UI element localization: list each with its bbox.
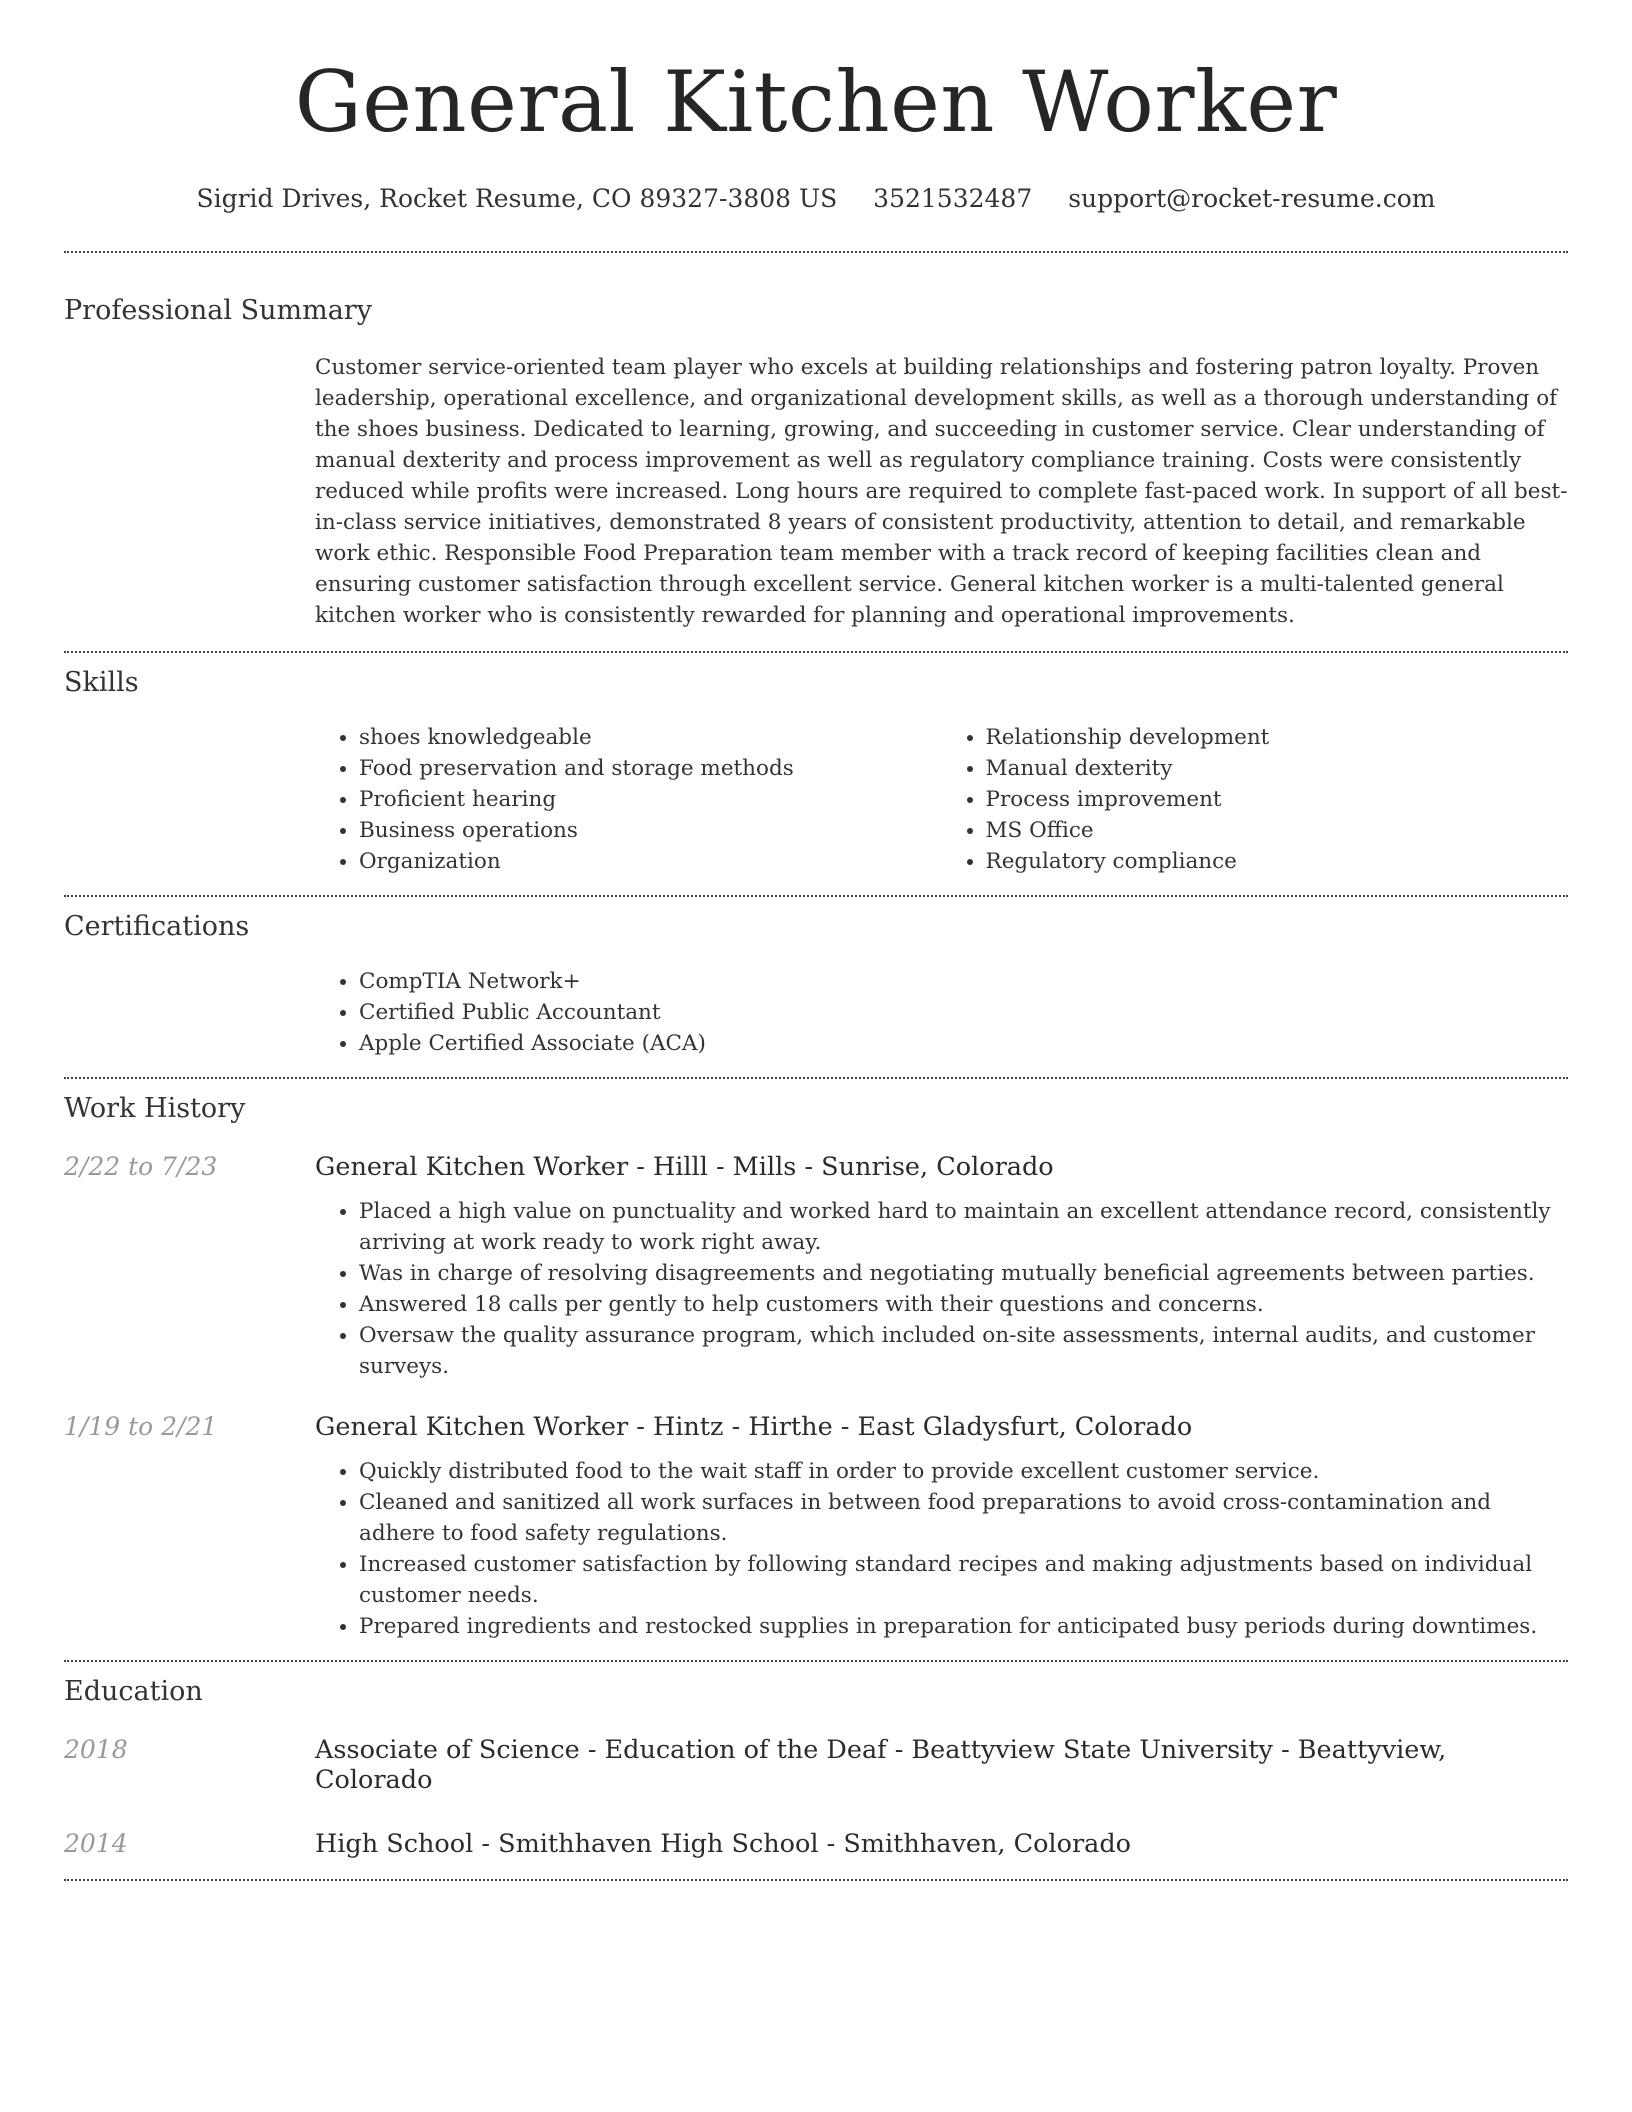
skills-section [64,667,1568,877]
job-bullets [315,1196,1568,1382]
certification-item: • Certified Public Accountant [359,997,1568,1028]
job-title: General Kitchen Worker - Hilll - Mills - Sunrise, Colorado [315,1152,1054,1182]
divider [64,1879,1568,1881]
job-bullet: • Quickly distributed food to the wait staff in order to provide excellent customer service. [359,1456,1568,1487]
divider [64,1077,1568,1079]
job-bullets-wrap [315,1456,1568,1642]
job-date: 1/19 to 2/21 [64,1412,218,1441]
skills-list-left [315,722,942,877]
divider [64,1660,1568,1662]
summary-section [64,295,1568,631]
skill-item: • Food preservation and storage methods [359,753,942,784]
job-bullets [315,1456,1568,1642]
education-title-text: High School - Smithhaven High School - Smithhaven, Colorado [315,1829,1132,1859]
skill-item: • Process improvement [986,784,1569,815]
job-bullet: • Placed a high value on punctuality and worked hard to maintain an excellent attendance record, consistently arriving at work ready to work right away. [359,1196,1568,1258]
certifications-body [315,966,1568,1059]
summary-title: Professional Summary [64,295,372,326]
skills-grid [315,722,1568,877]
education-entry [64,1735,1568,1795]
divider [64,251,1568,253]
certifications-title: Certifications [64,911,250,942]
work-title: Work History [64,1093,246,1124]
contact-line [0,184,1632,213]
skills-title: Skills [64,667,139,698]
summary-text: Customer service-oriented team player who excels at building relationships and fostering patron loyalty. Proven leadership, operational excellence, and organizational development skills, as well as a thorough understanding of the shoes business. Dedicated to learning, growing, and succeeding in customer service. Clear understanding of manual dexterity and process improvement as well as regulatory compliance training. Costs were consistently reduced while profits were increased. Long hours are required to complete fast-paced work. In support of all best-in-class service initiatives, demonstrated 8 years of consistent productivity, attention to detail, and remarkable work ethic. Responsible Food Preparation team member with a track record of keeping facilities clean and ensuring customer satisfaction through excellent service. General kitchen worker is a multi-talented general kitchen worker who is consistently rewarded for planning and operational improvements. [315,355,1568,628]
contact-phone: 3521532487 [873,184,1033,213]
education-title-text: Associate of Science - Education of the Deaf - Beattyview State University - Beattyview, Colorado [315,1735,1447,1795]
skill-item: • Organization [359,846,942,877]
job-bullets-wrap [315,1196,1568,1382]
job-bullet: • Oversaw the quality assurance program, which included on-site assessments, internal audits, and customer surveys. [359,1320,1568,1382]
job-header [64,1152,1568,1182]
job-bullet: • Increased customer satisfaction by following standard recipes and making adjustments based on individual customer needs. [359,1549,1568,1611]
certification-item: • CompTIA Network+ [359,966,1568,997]
skill-item: • Regulatory compliance [986,846,1569,877]
skill-item: • Business operations [359,815,942,846]
skill-item: • Proficient hearing [359,784,942,815]
education-date: 2014 [64,1829,128,1858]
contact-address: Sigrid Drives, Rocket Resume, CO 89327-3808 US [196,184,838,213]
divider [64,895,1568,897]
certification-item: • Apple Certified Associate (ACA) [359,1028,1568,1059]
certifications-section [64,911,1568,1059]
skill-item: • Manual dexterity [986,753,1569,784]
education-date: 2018 [64,1735,128,1764]
job-date: 2/22 to 7/23 [64,1152,218,1181]
job-entry [64,1412,1568,1642]
job-bullet: • Cleaned and sanitized all work surfaces in between food preparations to avoid cross-contamination and adhere to food safety regulations. [359,1487,1568,1549]
education-section [64,1676,1568,1859]
skills-list-right [942,722,1569,877]
education-entry [64,1829,1568,1859]
skill-item: • MS Office [986,815,1569,846]
job-bullet: • Prepared ingredients and restocked supplies in preparation for anticipated busy periods during downtimes. [359,1611,1568,1642]
work-section [64,1093,1568,1642]
education-title: Education [64,1676,203,1707]
contact-email: support@rocket-resume.com [1068,184,1436,213]
certifications-list [315,966,1568,1059]
job-entry [64,1152,1568,1382]
resume-name: General Kitchen Worker [294,53,1338,151]
divider [64,651,1568,653]
job-bullet: • Answered 18 calls per gently to help customers with their questions and concerns. [359,1289,1568,1320]
skill-item: • shoes knowledgeable [359,722,942,753]
job-bullet: • Was in charge of resolving disagreements and negotiating mutually beneficial agreements between parties. [359,1258,1568,1289]
job-title: General Kitchen Worker - Hintz - Hirthe - East Gladysfurt, Colorado [315,1412,1193,1442]
skill-item: • Relationship development [986,722,1569,753]
job-header [64,1412,1568,1442]
